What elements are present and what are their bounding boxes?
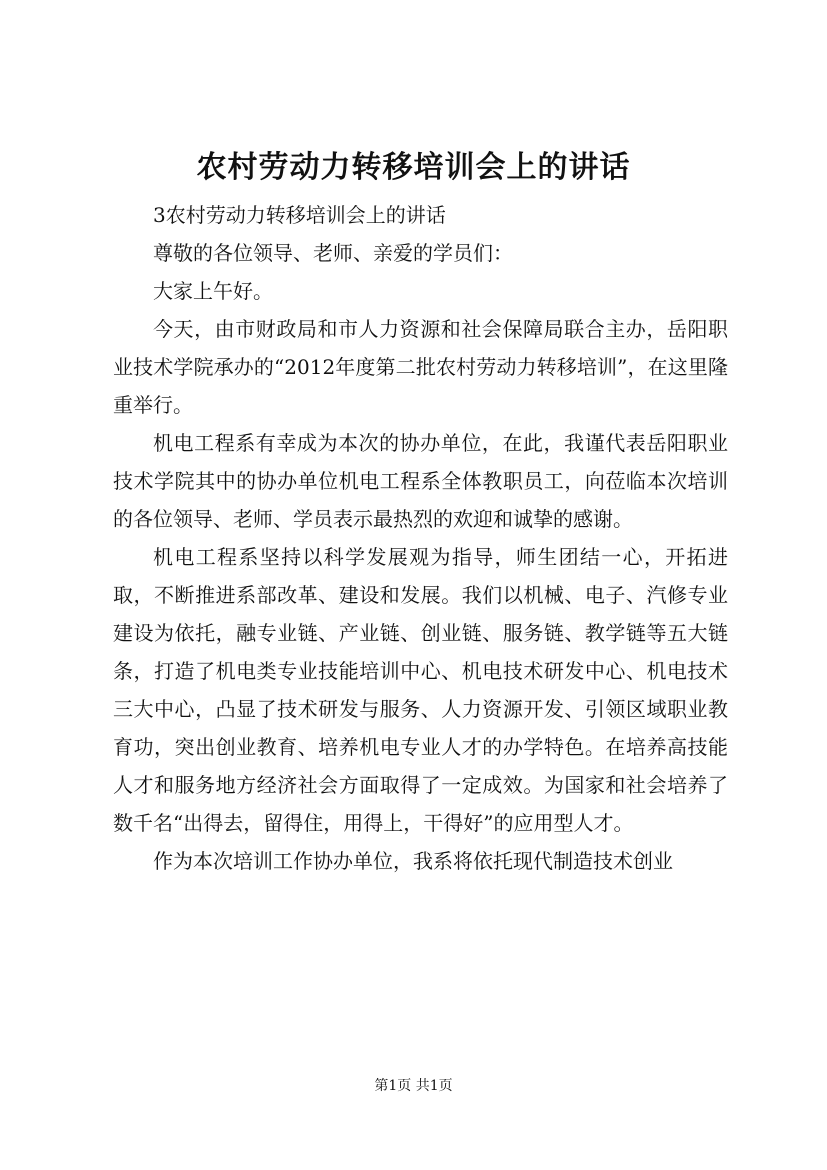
paragraph-department: 机电工程系坚持以科学发展观为指导，师生团结一心，开拓进取，不断推进系部改革、建设和发展。我们以机械、电子、汽修专业建设为依托，融专业链、产业链、创业链、服务链、教学链等五大链条，打造了机电类专业技能培训中心、机电技术研发中心、机电技术三大中心，凸显了技术研发与服务、人力资源开发、引领区域职业教育功，突出创业教育、培养机电专业人才的办学特色。在培养高技能人才和服务地方经济社会方面取得了一定成效。为国家和社会培养了数千名“出得去，留得住，用得上，干得好”的应用型人才。 <box>113 545 728 835</box>
paragraph-subtitle: 3农村劳动力转移培训会上的讲话 <box>153 203 446 227</box>
paragraph-plan: 作为本次培训工作协办单位，我系将依托现代制造技术创业 <box>153 849 673 873</box>
document-body <box>113 196 728 880</box>
page-number-footer: 第1页 共1页 <box>374 1078 453 1094</box>
paragraph-salutation: 尊敬的各位领导、老师、亲爱的学员们： <box>153 241 513 265</box>
paragraph-welcome: 机电工程系有幸成为本次的协办单位，在此，我谨代表岳阳职业技术学院其中的协办单位机电工程系全体教职员工，向莅临本次培训的各位领导、老师、学员表示最热烈的欢迎和诚挚的感谢。 <box>113 431 728 531</box>
paragraph-intro: 今天，由市财政局和市人力资源和社会保障局联合主办，岳阳职业技术学院承办的“2012年度第二批农村劳动力转移培训”，在这里隆重举行。 <box>113 317 728 417</box>
paragraph-greeting: 大家上午好。 <box>153 279 273 303</box>
document-title: 农村劳动力转移培训会上的讲话 <box>196 150 631 185</box>
